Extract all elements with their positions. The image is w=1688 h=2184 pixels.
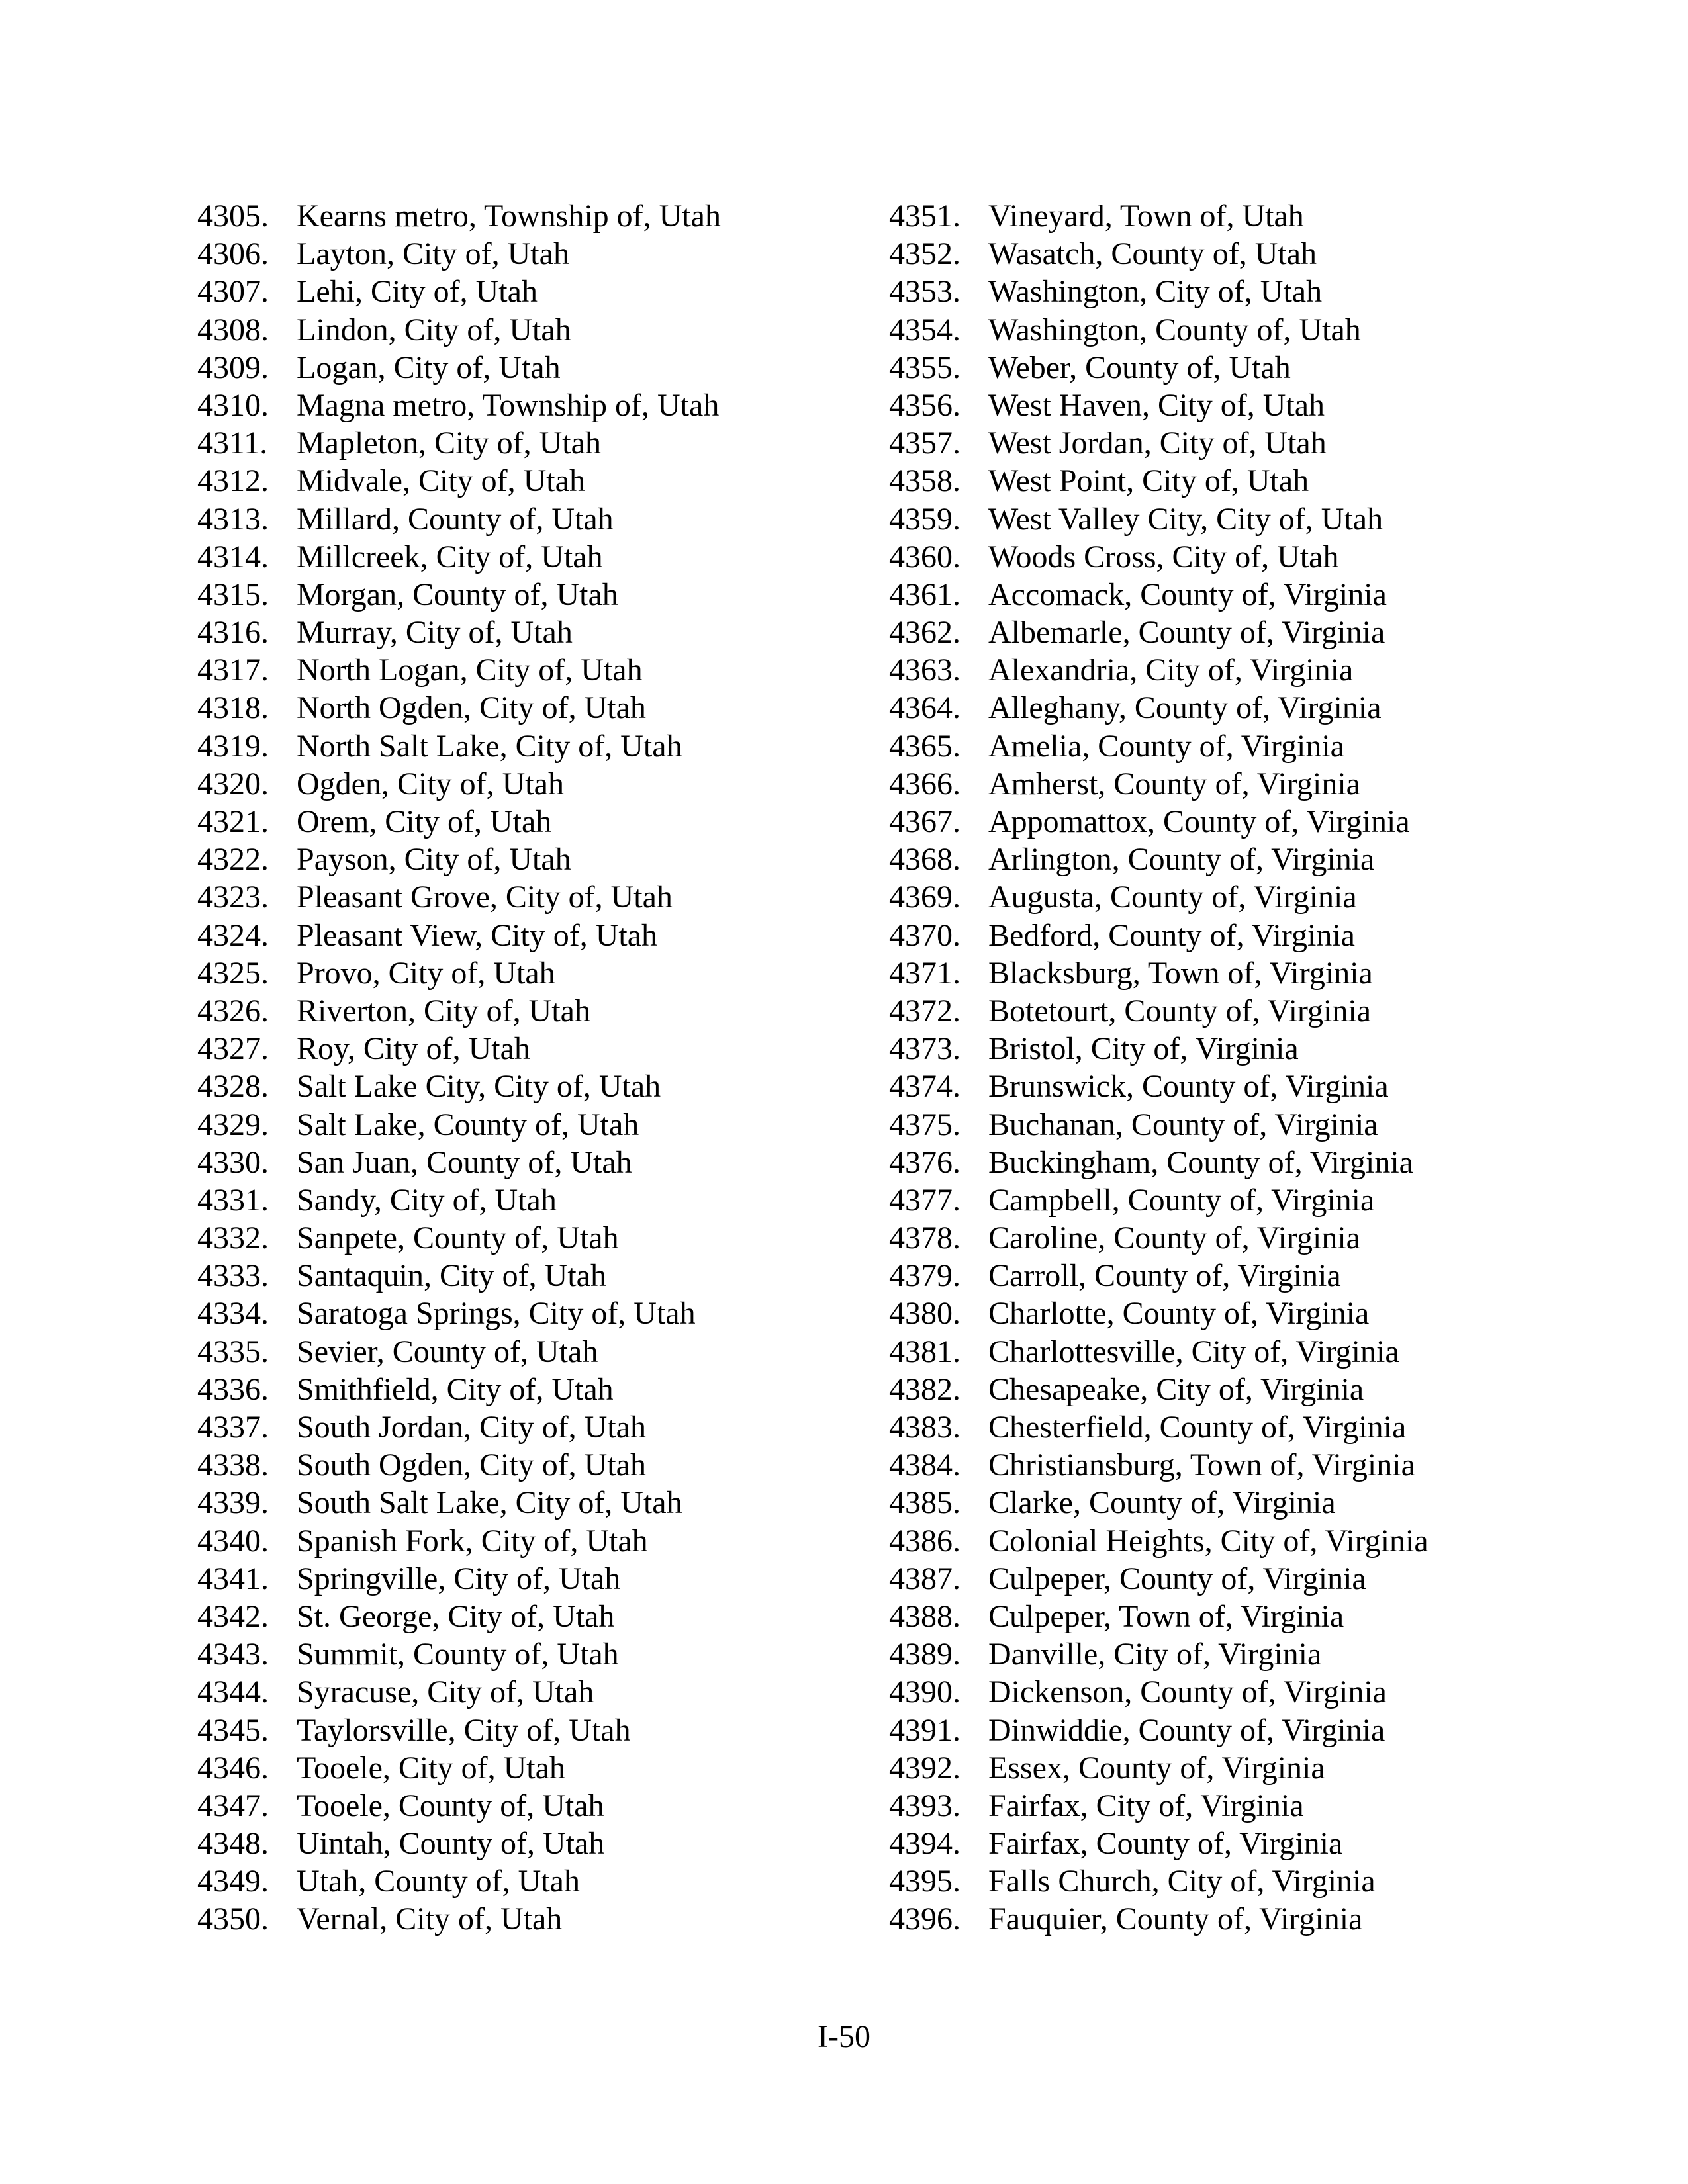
list-item (197, 689, 859, 727)
list-item (889, 1446, 1551, 1484)
entry-number: 4305. (197, 199, 269, 234)
entry-number: 4310. (197, 387, 269, 423)
list-item (889, 803, 1551, 841)
entry-number: 4363. (889, 653, 961, 688)
list-item (889, 1219, 1551, 1257)
entry-name: South Ogden, City of, Utah (297, 1447, 646, 1483)
entry-name: Summit, County of, Utah (297, 1637, 619, 1672)
entry-name: St. George, City of, Utah (297, 1598, 615, 1634)
list-item (197, 1068, 859, 1105)
list-item (889, 841, 1551, 878)
list-item (889, 1787, 1551, 1825)
entry-number: 4322. (197, 842, 269, 878)
entry-number: 4348. (197, 1826, 269, 1862)
list-item (197, 614, 859, 651)
entry-number: 4392. (889, 1750, 961, 1786)
entry-number: 4358. (889, 463, 961, 499)
entry-number: 4381. (889, 1334, 961, 1369)
entry-name: Falls Church, City of, Virginia (988, 1864, 1376, 1899)
list-item (889, 917, 1551, 954)
list-item (889, 197, 1551, 235)
list-item (197, 387, 859, 424)
entry-name: Dickenson, County of, Virginia (988, 1674, 1387, 1710)
entry-name: Culpeper, Town of, Virginia (988, 1598, 1344, 1634)
list-item (889, 1522, 1551, 1560)
list-item (889, 992, 1551, 1030)
entry-number: 4309. (197, 349, 269, 385)
list-item (197, 1371, 859, 1408)
entry-number: 4382. (889, 1371, 961, 1407)
list-item (197, 803, 859, 841)
entry-number: 4350. (197, 1901, 269, 1937)
list-item (889, 1068, 1551, 1105)
entry-number: 4353. (889, 274, 961, 310)
list-item (889, 1484, 1551, 1522)
entry-number: 4386. (889, 1523, 961, 1559)
entry-number: 4357. (889, 426, 961, 461)
entry-number: 4321. (197, 804, 269, 839)
list-item (889, 462, 1551, 500)
entry-name: Layton, City of, Utah (297, 236, 569, 272)
entry-name: Wasatch, County of, Utah (988, 236, 1317, 272)
entry-name: Taylorsville, City of, Utah (297, 1712, 631, 1748)
list-item (889, 1635, 1551, 1673)
list-item (889, 1825, 1551, 1862)
list-item (889, 1030, 1551, 1068)
entry-name: Millcreek, City of, Utah (297, 539, 603, 574)
entry-number: 4343. (197, 1637, 269, 1672)
entry-number: 4324. (197, 917, 269, 953)
entry-number: 4374. (889, 1069, 961, 1105)
entry-number: 4373. (889, 1031, 961, 1067)
entry-number: 4335. (197, 1334, 269, 1369)
list-item (889, 387, 1551, 424)
list-item (197, 1257, 859, 1295)
list-item (197, 1484, 859, 1522)
entry-name: Albemarle, County of, Virginia (988, 615, 1385, 651)
entry-number: 4372. (889, 993, 961, 1028)
entry-name: Blacksburg, Town of, Virginia (988, 955, 1373, 991)
entry-name: North Ogden, City of, Utah (297, 690, 646, 726)
entry-name: Vineyard, Town of, Utah (988, 199, 1304, 234)
entry-number: 4376. (889, 1144, 961, 1180)
entry-name: Washington, County of, Utah (988, 312, 1361, 347)
entry-number: 4339. (197, 1485, 269, 1521)
entry-number: 4327. (197, 1031, 269, 1067)
entry-number: 4391. (889, 1712, 961, 1748)
entry-name: West Jordan, City of, Utah (988, 426, 1327, 461)
entry-number: 4389. (889, 1637, 961, 1672)
entry-name: West Valley City, City of, Utah (988, 501, 1383, 537)
list-item (197, 349, 859, 387)
entry-name: Lindon, City of, Utah (297, 312, 571, 347)
list-item (197, 1673, 859, 1711)
entry-number: 4384. (889, 1447, 961, 1483)
list-item (889, 1900, 1551, 1938)
list-item (197, 1787, 859, 1825)
entry-number: 4313. (197, 501, 269, 537)
list-item (197, 1862, 859, 1900)
list-item (197, 1144, 859, 1181)
list-item (197, 1219, 859, 1257)
list-item (889, 235, 1551, 273)
entry-number: 4352. (889, 236, 961, 272)
entry-name: Roy, City of, Utah (297, 1031, 530, 1067)
entry-name: Springville, City of, Utah (297, 1561, 621, 1596)
entry-name: Sevier, County of, Utah (297, 1334, 598, 1369)
entry-number: 4369. (889, 880, 961, 915)
entry-number: 4342. (197, 1598, 269, 1634)
list-item (889, 1408, 1551, 1446)
entry-number: 4345. (197, 1712, 269, 1748)
list-item (197, 1446, 859, 1484)
entry-number: 4320. (197, 766, 269, 801)
list-item (197, 1598, 859, 1635)
entry-name: Alexandria, City of, Virginia (988, 653, 1354, 688)
entry-number: 4395. (889, 1864, 961, 1899)
list-item (889, 1181, 1551, 1219)
entry-number: 4377. (889, 1182, 961, 1218)
list-item (197, 841, 859, 878)
entry-name: Brunswick, County of, Virginia (988, 1069, 1389, 1105)
list-item (889, 424, 1551, 462)
entry-name: Dinwiddie, County of, Virginia (988, 1712, 1385, 1748)
entry-number: 4362. (889, 615, 961, 651)
list-item (197, 1181, 859, 1219)
entry-name: Weber, County of, Utah (988, 349, 1291, 385)
entry-name: Kearns metro, Township of, Utah (297, 199, 721, 234)
entry-number: 4334. (197, 1296, 269, 1332)
entry-number: 4330. (197, 1144, 269, 1180)
list-item (889, 1257, 1551, 1295)
entry-name: Ogden, City of, Utah (297, 766, 564, 801)
list-item (197, 235, 859, 273)
list-item (889, 614, 1551, 651)
entry-name: Saratoga Springs, City of, Utah (297, 1296, 696, 1332)
entry-number: 4349. (197, 1864, 269, 1899)
entry-name: Salt Lake City, City of, Utah (297, 1069, 661, 1105)
entry-number: 4332. (197, 1220, 269, 1256)
list-item (197, 1333, 859, 1371)
entry-number: 4346. (197, 1750, 269, 1786)
entry-name: Fauquier, County of, Virginia (988, 1901, 1363, 1937)
entry-number: 4306. (197, 236, 269, 272)
entry-number: 4351. (889, 199, 961, 234)
entry-name: Christiansburg, Town of, Virginia (988, 1447, 1415, 1483)
entry-number: 4359. (889, 501, 961, 537)
entry-number: 4337. (197, 1410, 269, 1445)
entry-name: Chesterfield, County of, Virginia (988, 1410, 1407, 1445)
list-item (197, 538, 859, 576)
entry-name: North Salt Lake, City of, Utah (297, 728, 682, 764)
list-item (197, 1408, 859, 1446)
list-item (889, 1371, 1551, 1408)
entry-number: 4333. (197, 1258, 269, 1294)
list-item (889, 273, 1551, 310)
list-item (197, 1749, 859, 1787)
list-item (197, 424, 859, 462)
entry-name: Bedford, County of, Virginia (988, 917, 1355, 953)
list-item (197, 273, 859, 310)
entry-number: 4329. (197, 1107, 269, 1142)
list-item (197, 576, 859, 614)
entry-name: Buchanan, County of, Virginia (988, 1107, 1378, 1142)
entry-number: 4347. (197, 1788, 269, 1823)
left-column-list (197, 197, 859, 1938)
list-item (889, 1333, 1551, 1371)
entry-name: Carroll, County of, Virginia (988, 1258, 1341, 1294)
entry-number: 4360. (889, 539, 961, 574)
entry-number: 4341. (197, 1561, 269, 1596)
entry-name: Midvale, City of, Utah (297, 463, 585, 499)
entry-name: Sandy, City of, Utah (297, 1182, 557, 1218)
entry-name: Uintah, County of, Utah (297, 1826, 605, 1862)
entry-number: 4380. (889, 1296, 961, 1332)
entry-number: 4317. (197, 653, 269, 688)
entry-number: 4388. (889, 1598, 961, 1634)
entry-name: Alleghany, County of, Virginia (988, 690, 1382, 726)
list-item (889, 1598, 1551, 1635)
list-item (889, 1144, 1551, 1181)
entry-name: Danville, City of, Virginia (988, 1637, 1322, 1672)
entry-name: Mapleton, City of, Utah (297, 426, 601, 461)
entry-name: Accomack, County of, Virginia (988, 576, 1387, 612)
list-item (889, 878, 1551, 916)
list-item (197, 1825, 859, 1862)
entry-number: 4365. (889, 728, 961, 764)
entry-name: Appomattox, County of, Virginia (988, 804, 1410, 839)
entry-name: Morgan, County of, Utah (297, 576, 618, 612)
entry-number: 4344. (197, 1674, 269, 1710)
list-item (197, 651, 859, 689)
list-item (889, 576, 1551, 614)
entry-number: 4307. (197, 274, 269, 310)
entry-name: South Salt Lake, City of, Utah (297, 1485, 682, 1521)
right-column-list (889, 197, 1551, 1938)
entry-name: Syracuse, City of, Utah (297, 1674, 594, 1710)
entry-name: Spanish Fork, City of, Utah (297, 1523, 648, 1559)
list-item (889, 538, 1551, 576)
list-item (197, 992, 859, 1030)
entry-name: Murray, City of, Utah (297, 615, 573, 651)
entry-name: Utah, County of, Utah (297, 1864, 580, 1899)
list-item (889, 1749, 1551, 1787)
entry-number: 4354. (889, 312, 961, 347)
entry-number: 4366. (889, 766, 961, 801)
list-item (889, 689, 1551, 727)
entry-name: Smithfield, City of, Utah (297, 1371, 614, 1407)
entry-name: West Haven, City of, Utah (988, 387, 1325, 423)
entry-name: Fairfax, City of, Virginia (988, 1788, 1304, 1823)
entry-name: Fairfax, County of, Virginia (988, 1826, 1343, 1862)
entry-number: 4340. (197, 1523, 269, 1559)
entry-name: Amherst, County of, Virginia (988, 766, 1360, 801)
entry-number: 4361. (889, 576, 961, 612)
list-item (197, 311, 859, 349)
entry-number: 4370. (889, 917, 961, 953)
entry-name: Colonial Heights, City of, Virginia (988, 1523, 1429, 1559)
entry-name: Millard, County of, Utah (297, 501, 614, 537)
entry-number: 4315. (197, 576, 269, 612)
list-item (889, 349, 1551, 387)
entry-name: Culpeper, County of, Virginia (988, 1561, 1366, 1596)
list-item (197, 1522, 859, 1560)
entry-name: Tooele, City of, Utah (297, 1750, 565, 1786)
entry-number: 4378. (889, 1220, 961, 1256)
entry-name: Magna metro, Township of, Utah (297, 387, 720, 423)
list-item (197, 1030, 859, 1068)
list-item (197, 917, 859, 954)
entry-number: 4393. (889, 1788, 961, 1823)
list-item (889, 1862, 1551, 1900)
entry-number: 4390. (889, 1674, 961, 1710)
entry-number: 4368. (889, 842, 961, 878)
entry-number: 4379. (889, 1258, 961, 1294)
entry-number: 4328. (197, 1069, 269, 1105)
entry-name: Bristol, City of, Virginia (988, 1031, 1299, 1067)
entry-number: 4394. (889, 1826, 961, 1862)
entry-number: 4356. (889, 387, 961, 423)
entry-number: 4325. (197, 955, 269, 991)
list-item (197, 727, 859, 765)
entry-number: 4338. (197, 1447, 269, 1483)
entry-name: Tooele, County of, Utah (297, 1788, 604, 1823)
list-item (889, 954, 1551, 992)
list-item (197, 1635, 859, 1673)
entry-name: Woods Cross, City of, Utah (988, 539, 1339, 574)
entry-number: 4326. (197, 993, 269, 1028)
list-item (889, 1673, 1551, 1711)
entry-name: North Logan, City of, Utah (297, 653, 643, 688)
list-item (197, 765, 859, 803)
entry-number: 4318. (197, 690, 269, 726)
entry-name: Caroline, County of, Virginia (988, 1220, 1360, 1256)
entry-number: 4367. (889, 804, 961, 839)
list-item (197, 1560, 859, 1598)
entry-number: 4311. (197, 426, 268, 461)
entry-name: Lehi, City of, Utah (297, 274, 538, 310)
entry-number: 4319. (197, 728, 269, 764)
entry-name: Riverton, City of, Utah (297, 993, 590, 1028)
entry-name: South Jordan, City of, Utah (297, 1410, 646, 1445)
list-item (889, 1711, 1551, 1749)
list-item (197, 462, 859, 500)
list-item (889, 500, 1551, 538)
entry-number: 4312. (197, 463, 269, 499)
list-item (889, 311, 1551, 349)
entry-number: 4375. (889, 1107, 961, 1142)
list-item (197, 878, 859, 916)
entry-number: 4331. (197, 1182, 269, 1218)
entry-number: 4383. (889, 1410, 961, 1445)
entry-number: 4355. (889, 349, 961, 385)
entry-name: Pleasant Grove, City of, Utah (297, 880, 673, 915)
entry-name: Amelia, County of, Virginia (988, 728, 1344, 764)
list-item (889, 1106, 1551, 1144)
list-item (889, 765, 1551, 803)
entry-name: Augusta, County of, Virginia (988, 880, 1357, 915)
entry-name: Sanpete, County of, Utah (297, 1220, 619, 1256)
entry-name: Botetourt, County of, Virginia (988, 993, 1371, 1028)
entry-name: Charlottesville, City of, Virginia (988, 1334, 1399, 1369)
list-item (197, 500, 859, 538)
entry-name: Arlington, County of, Virginia (988, 842, 1375, 878)
entry-number: 4387. (889, 1561, 961, 1596)
list-item (197, 1900, 859, 1938)
page-number: I-50 (818, 2019, 870, 2054)
list-item (889, 1560, 1551, 1598)
list-item (197, 1711, 859, 1749)
list-item (197, 954, 859, 992)
entry-number: 4314. (197, 539, 269, 574)
entry-name: Campbell, County of, Virginia (988, 1182, 1375, 1218)
entry-number: 4336. (197, 1371, 269, 1407)
list-item (889, 1295, 1551, 1332)
list-item (197, 1106, 859, 1144)
entry-number: 4371. (889, 955, 961, 991)
entry-name: Essex, County of, Virginia (988, 1750, 1325, 1786)
entry-number: 4323. (197, 880, 269, 915)
entry-name: Provo, City of, Utah (297, 955, 555, 991)
entry-name: West Point, City of, Utah (988, 463, 1309, 499)
entry-number: 4385. (889, 1485, 961, 1521)
entry-name: Clarke, County of, Virginia (988, 1485, 1336, 1521)
list-item (889, 727, 1551, 765)
entry-name: Washington, City of, Utah (988, 274, 1323, 310)
entry-name: Salt Lake, County of, Utah (297, 1107, 639, 1142)
entry-number: 4308. (197, 312, 269, 347)
entry-name: Santaquin, City of, Utah (297, 1258, 606, 1294)
entry-name: Orem, City of, Utah (297, 804, 552, 839)
entry-name: Logan, City of, Utah (297, 349, 561, 385)
entry-number: 4396. (889, 1901, 961, 1937)
list-item (889, 651, 1551, 689)
entry-name: Vernal, City of, Utah (297, 1901, 563, 1937)
entry-name: Chesapeake, City of, Virginia (988, 1371, 1364, 1407)
entry-number: 4316. (197, 615, 269, 651)
entry-name: Payson, City of, Utah (297, 842, 571, 878)
entry-name: Buckingham, County of, Virginia (988, 1144, 1413, 1180)
list-item (197, 1295, 859, 1332)
entry-number: 4364. (889, 690, 961, 726)
list-item (197, 197, 859, 235)
entry-name: San Juan, County of, Utah (297, 1144, 632, 1180)
entry-name: Charlotte, County of, Virginia (988, 1296, 1370, 1332)
entry-name: Pleasant View, City of, Utah (297, 917, 658, 953)
